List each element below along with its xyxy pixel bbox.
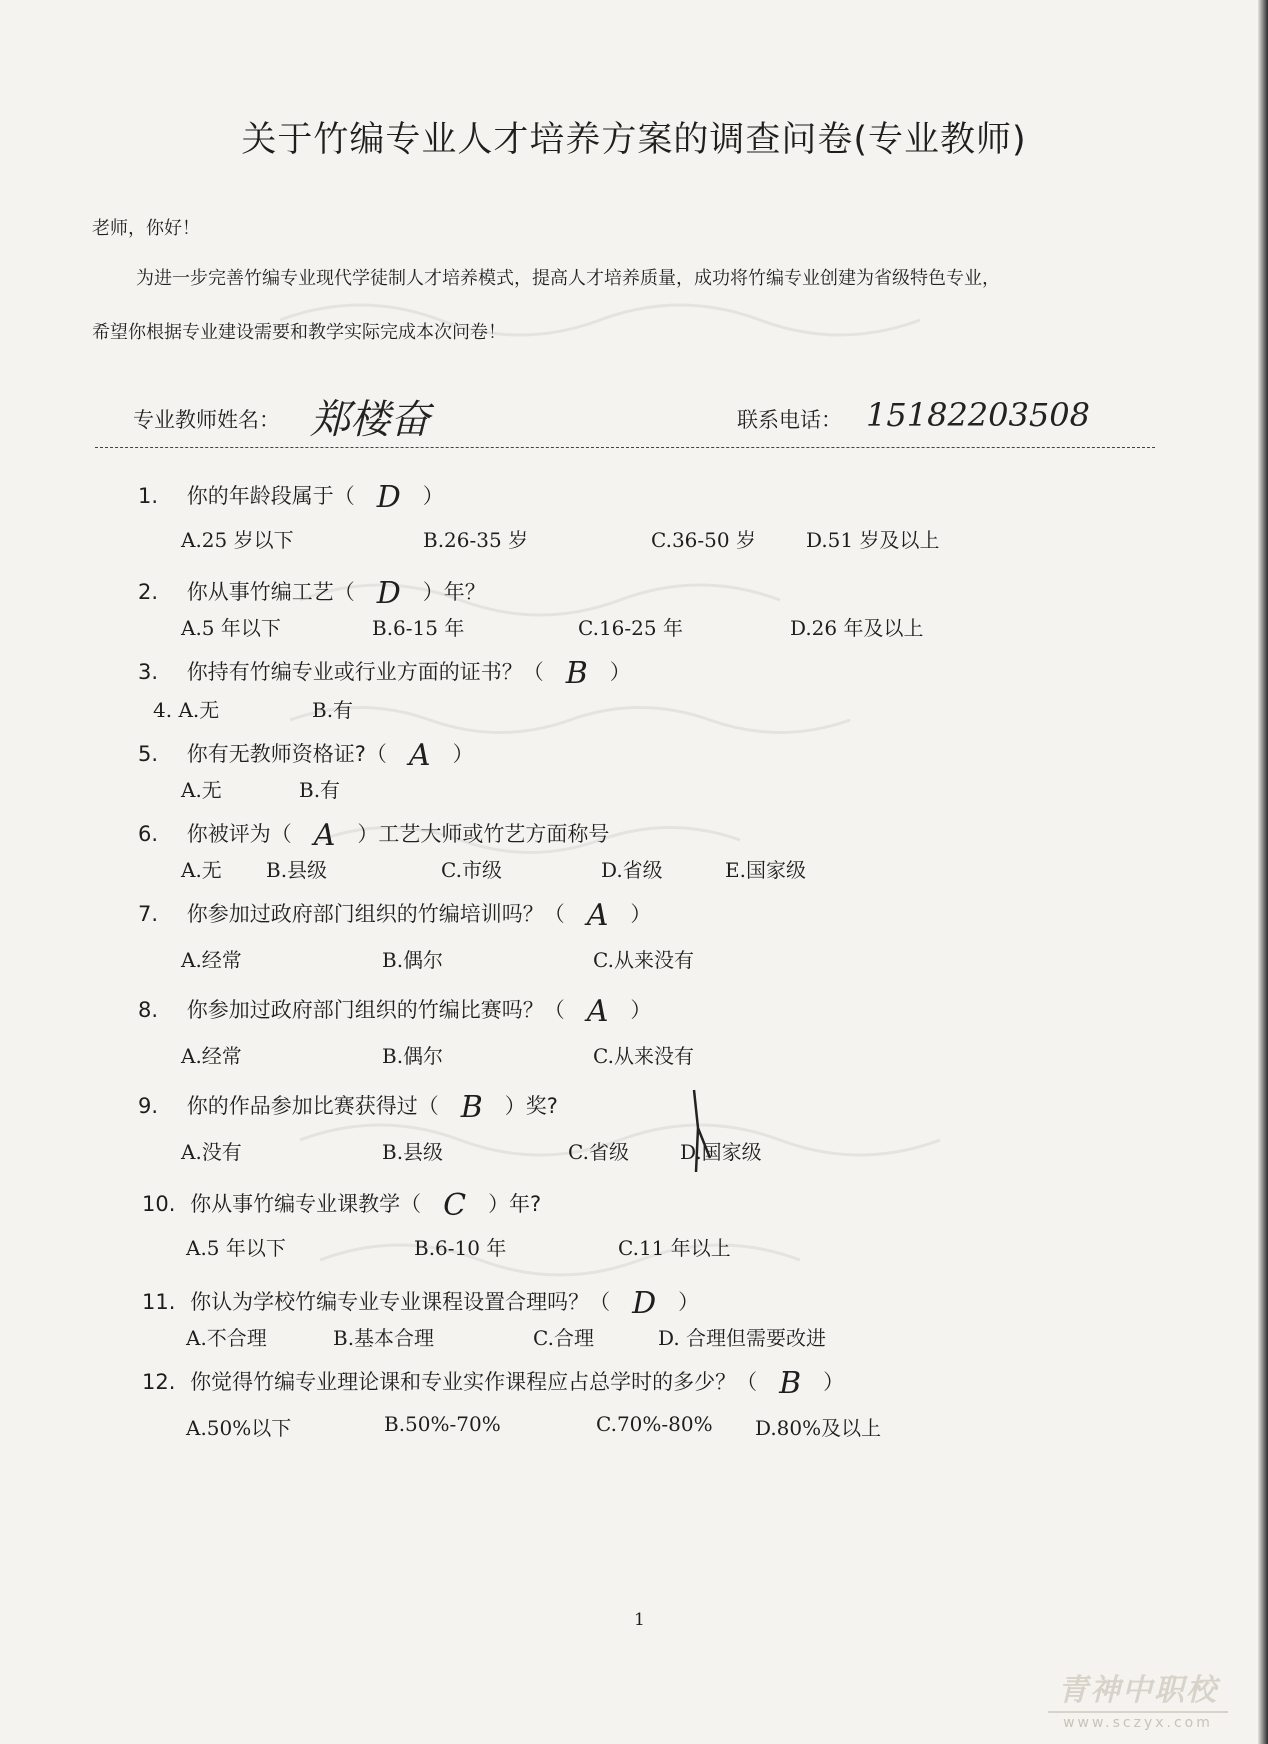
- phone-value: 15182203508: [866, 396, 1090, 434]
- question-text-end: ）: [422, 484, 444, 508]
- question-3: [138, 652, 631, 691]
- question-number: 2.: [138, 580, 159, 604]
- page-number: 1: [634, 1610, 645, 1630]
- handwritten-answer: A: [586, 994, 609, 1029]
- question-11: [142, 1282, 700, 1321]
- bleed-through-marks: [260, 200, 1160, 1400]
- question-number: 9.: [138, 1094, 159, 1118]
- option-b: B.50%-70%: [384, 1412, 501, 1436]
- handwritten-answer: D: [376, 576, 401, 611]
- option-b: B.6-15 年: [372, 616, 465, 640]
- option-b: B.有: [299, 778, 341, 802]
- question-5: [138, 734, 474, 773]
- handwritten-answer: B: [460, 1090, 483, 1125]
- question-text: 你认为学校竹编专业专业课程设置合理吗？（: [190, 1290, 611, 1314]
- question-10: [142, 1184, 542, 1223]
- question-text-end: ）: [823, 1370, 845, 1394]
- option-b: B.县级: [266, 858, 328, 882]
- option-d: D.国家级: [680, 1140, 762, 1164]
- question-text: 你从事竹编工艺（: [186, 580, 355, 604]
- option-a: A.经常: [181, 948, 242, 972]
- option-a: A.5 年以下: [181, 616, 281, 640]
- question-number: 6.: [138, 822, 159, 846]
- handwritten-answer: D: [632, 1286, 657, 1321]
- handwritten-answer: A: [586, 898, 609, 933]
- question-number: 5.: [138, 742, 159, 766]
- question-text: 你被评为（: [186, 822, 292, 846]
- handwritten-answer: A: [313, 818, 336, 853]
- question-text-end: ）年？: [422, 580, 486, 604]
- question-text-end: ）奖?: [504, 1094, 558, 1118]
- option-c: C.市级: [441, 858, 502, 882]
- option-b: B.基本合理: [333, 1326, 435, 1350]
- option-a: A.经常: [181, 1044, 242, 1068]
- option-e: E.国家级: [725, 858, 806, 882]
- option-a: A.没有: [181, 1140, 242, 1164]
- handwritten-answer: A: [408, 738, 431, 773]
- question-6: [138, 814, 610, 853]
- teacher-name-value: 郑楼奋: [310, 397, 430, 443]
- option-c: C.70%-80%: [596, 1412, 713, 1436]
- question-text: 你持有竹编专业或行业方面的证书？（: [186, 660, 544, 684]
- handwritten-answer: D: [376, 480, 401, 515]
- question-text-end: ）: [609, 660, 631, 684]
- question-number: 1.: [138, 484, 159, 508]
- question-number: 10.: [142, 1192, 176, 1216]
- question-text: 你参加过政府部门组织的竹编培训吗？（: [186, 902, 565, 926]
- question-text-end: ）工艺大师或竹艺方面称号: [357, 822, 610, 846]
- question-number: 8.: [138, 998, 159, 1022]
- question-12: [142, 1362, 845, 1401]
- handwritten-answer: B: [565, 656, 588, 691]
- question-text: 你觉得竹编专业理论课和专业实作课程应占总学时的多少？（: [190, 1370, 758, 1394]
- option-b: B.偶尔: [382, 1044, 444, 1068]
- question-text: 你有无教师资格证?（: [186, 742, 387, 766]
- option-b: B.6-10 年: [414, 1236, 507, 1260]
- option-a: A.5 年以下: [186, 1236, 286, 1260]
- option-b: B.有: [312, 698, 354, 722]
- option-d: D.26 年及以上: [790, 616, 924, 640]
- watermark-text: 青神中职校: [1058, 1673, 1218, 1708]
- page-title: 关于竹编专业人才培养方案的调查问卷(专业教师): [241, 120, 1027, 160]
- option-d: D.51 岁及以上: [806, 528, 940, 552]
- question-9: [138, 1086, 558, 1125]
- option-c: C.16-25 年: [578, 616, 683, 640]
- question-text: 你的作品参加比赛获得过（: [186, 1094, 439, 1118]
- option-a: 4. A.无: [153, 698, 220, 722]
- intro-line-1: 为进一步完善竹编专业现代学徒制人才培养模式，提高人才培养质量，成功将竹编专业创建为省级特色专业，: [136, 268, 1000, 289]
- question-8: [138, 990, 652, 1029]
- watermark-url: www.sczyx.com: [1063, 1715, 1213, 1731]
- question-text-end: ）: [630, 998, 652, 1022]
- pen-stroke-mark: [688, 1088, 718, 1174]
- phone-label: 联系电话：: [737, 408, 842, 432]
- option-d: D. 合理但需要改进: [658, 1326, 827, 1350]
- question-text-end: ）: [452, 742, 474, 766]
- option-b: B.26-35 岁: [423, 528, 529, 552]
- option-c: C.省级: [568, 1140, 629, 1164]
- option-c: C.从来没有: [593, 948, 694, 972]
- handwritten-answer: B: [779, 1366, 802, 1401]
- question-number: 12.: [142, 1370, 176, 1394]
- option-c: C.36-50 岁: [651, 528, 756, 552]
- option-d: D.省级: [601, 858, 663, 882]
- teacher-name-label: 专业教师姓名：: [133, 408, 280, 432]
- option-a: A.不合理: [186, 1326, 267, 1350]
- question-text: 你参加过政府部门组织的竹编比赛吗？（: [186, 998, 565, 1022]
- option-c: C.合理: [533, 1326, 594, 1350]
- question-text-end: ）: [630, 902, 652, 926]
- greeting: 老师，你好！: [92, 218, 200, 239]
- option-a: A.50%以下: [186, 1416, 292, 1440]
- option-a: A.无: [181, 778, 222, 802]
- question-2: [138, 572, 486, 611]
- option-c: C.从来没有: [593, 1044, 694, 1068]
- question-1: [138, 476, 444, 515]
- info-divider: [95, 447, 1155, 448]
- site-watermark: [1038, 1665, 1238, 1731]
- question-text: 你的年龄段属于（: [186, 484, 355, 508]
- watermark-divider: [1048, 1711, 1228, 1713]
- question-number: 11.: [142, 1290, 176, 1314]
- question-text: 你从事竹编专业课教学（: [190, 1192, 422, 1216]
- intro-line-2: 希望你根据专业建设需要和教学实际完成本次问卷！: [92, 322, 506, 343]
- option-a: A.无: [181, 858, 222, 882]
- option-c: C.11 年以上: [618, 1236, 731, 1260]
- option-a: A.25 岁以下: [181, 528, 294, 552]
- option-b: B.偶尔: [382, 948, 444, 972]
- question-7: [138, 894, 652, 933]
- question-text-end: ）年?: [488, 1192, 542, 1216]
- option-d: D.80%及以上: [755, 1416, 882, 1440]
- question-text-end: ）: [678, 1290, 700, 1314]
- option-b: B.县级: [382, 1140, 444, 1164]
- handwritten-answer: C: [443, 1188, 467, 1223]
- scan-edge-shadow: [1258, 0, 1268, 1744]
- question-number: 3.: [138, 660, 159, 684]
- question-number: 7.: [138, 902, 159, 926]
